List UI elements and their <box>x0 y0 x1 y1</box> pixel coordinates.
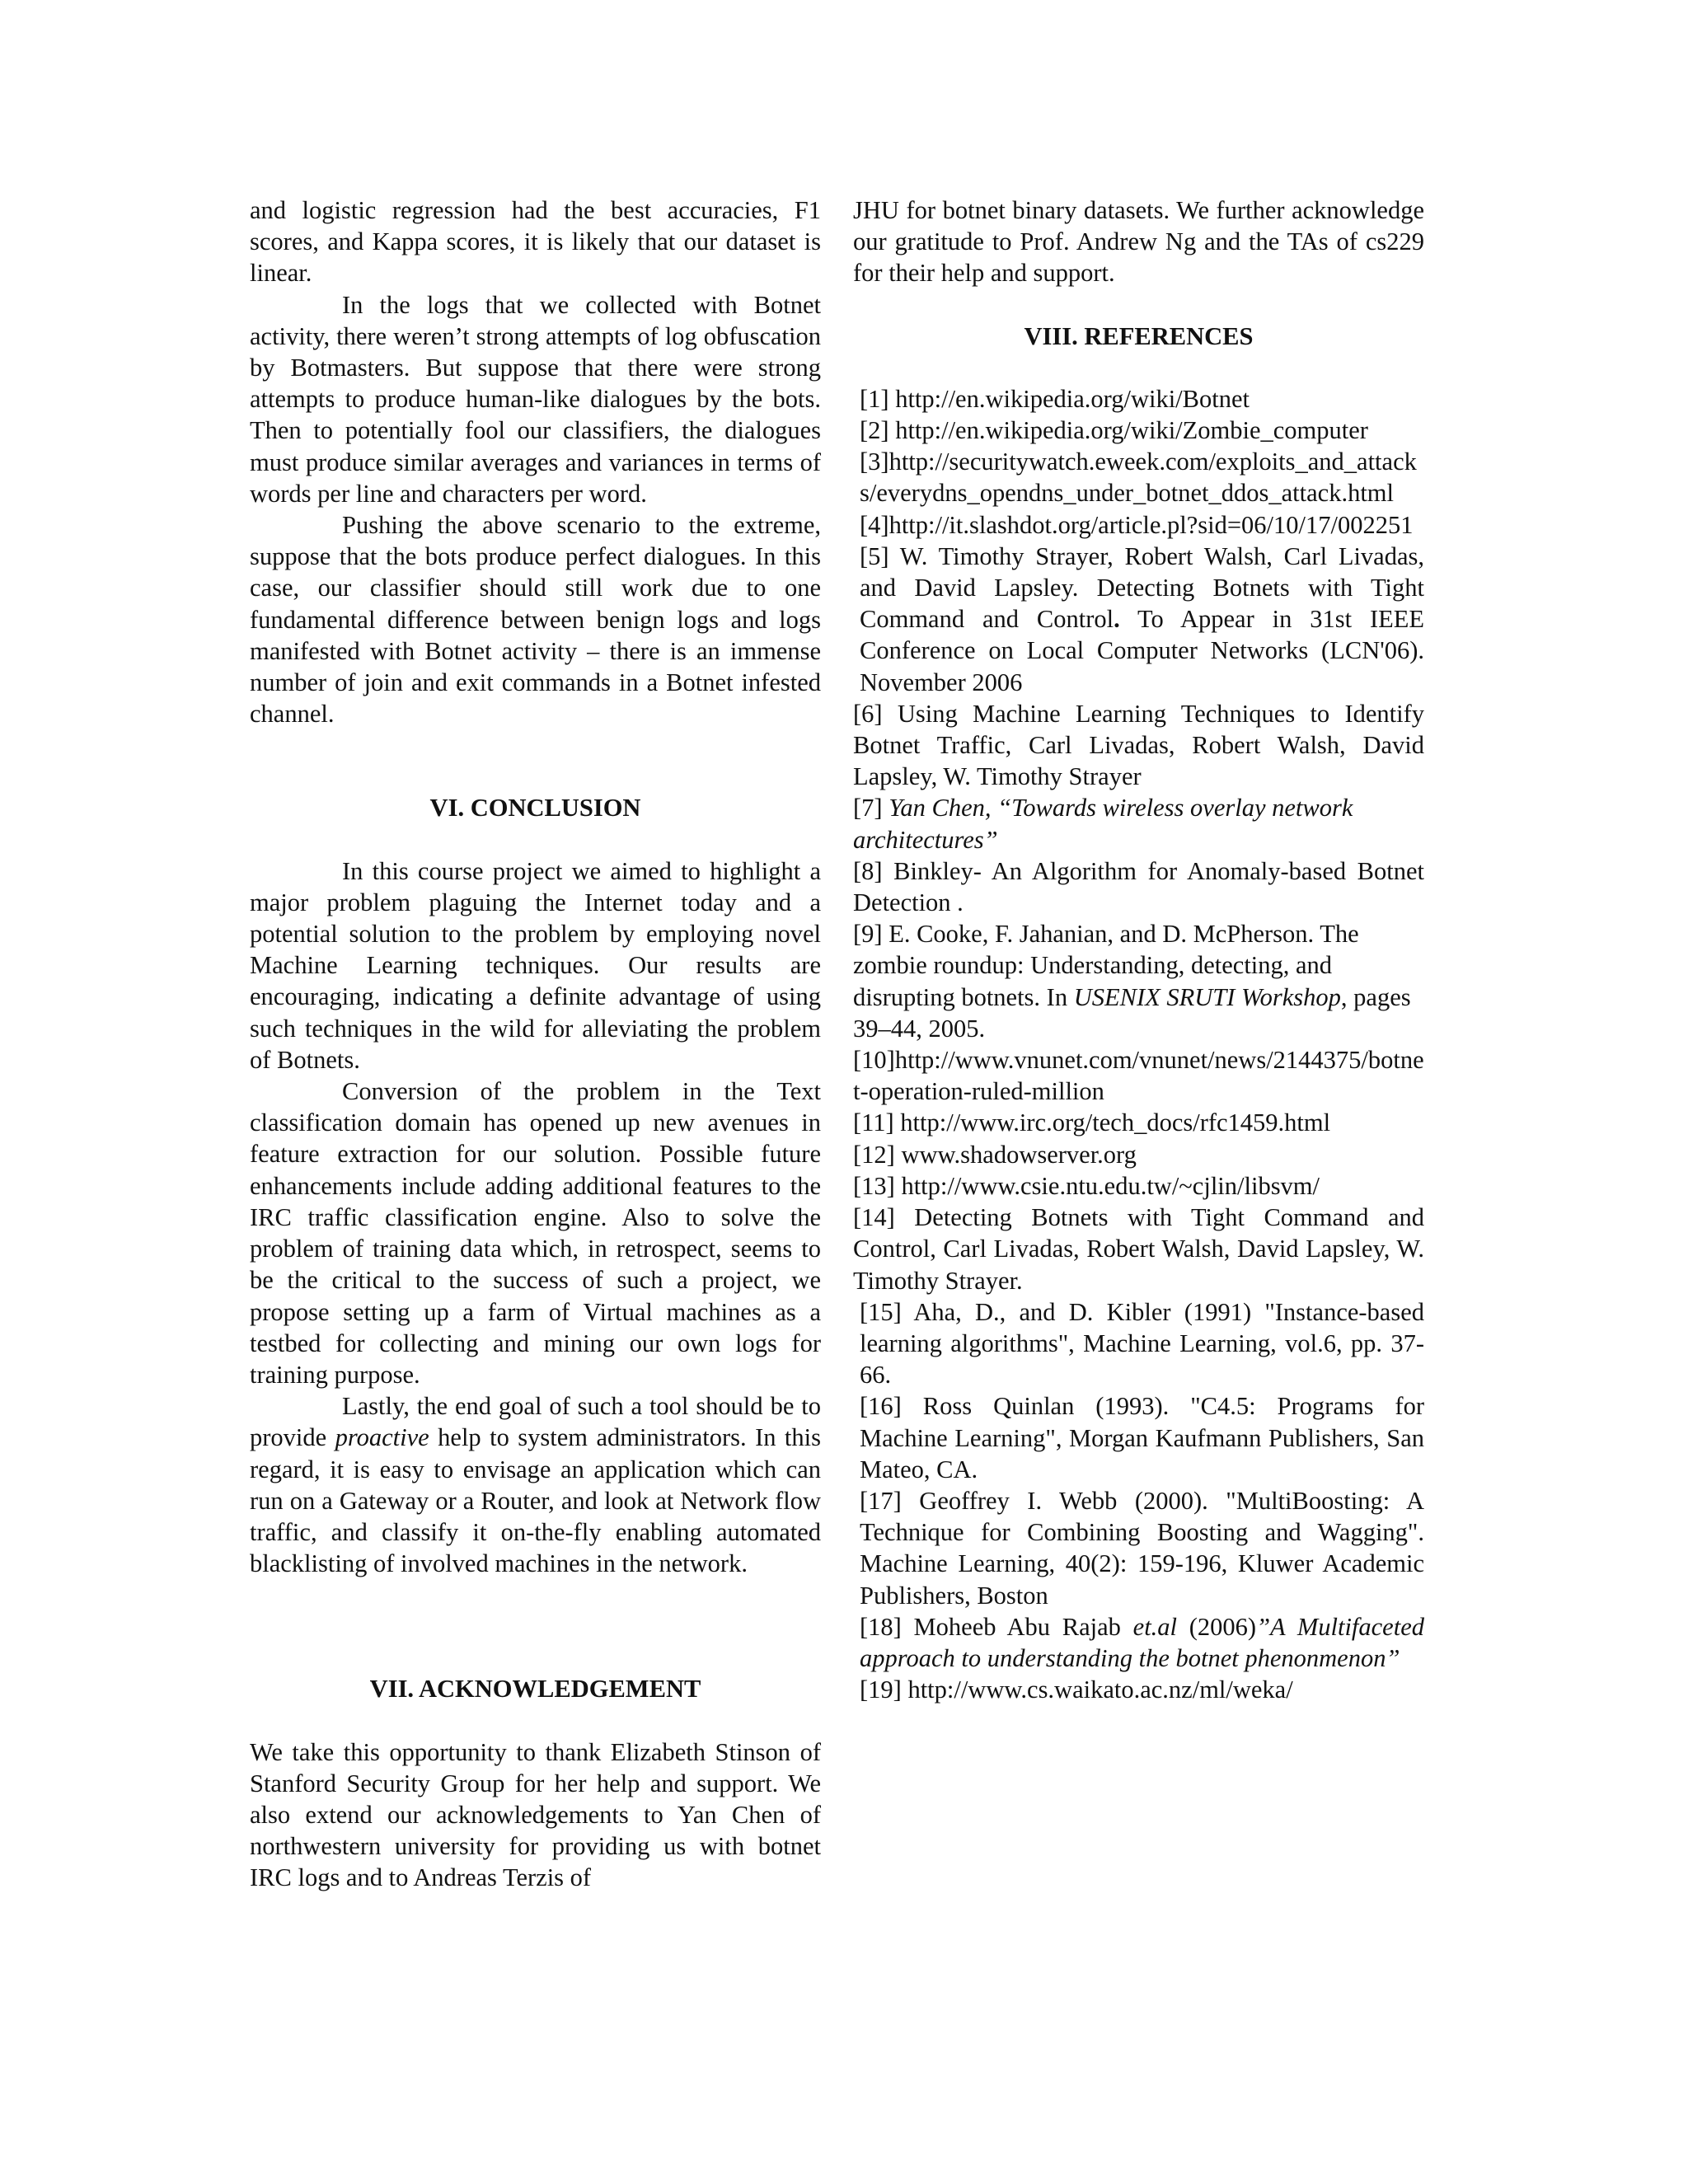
conclusion-paragraph-3 <box>250 1390 821 1579</box>
proactive-emphasis: proactive <box>335 1423 429 1452</box>
reference-5-text-a: [5] W. Timothy Strayer, Robert Walsh, Carl Livadas, and David Lapsley. Detecting Botnets with Tight Command and Control <box>860 541 1424 634</box>
acknowledgement-continued: JHU for botnet binary datasets. We further acknowledge our gratitude to Prof. Andrew Ng and the TAs of cs229 for their help and support. <box>853 196 1424 288</box>
reference-18-text-a: [18] Moheeb Abu Rajab <box>860 1612 1133 1641</box>
reference-5-text-b: To Appear in 31st IEEE Conference on Local Computer Networks (LCN'06). November 2006 <box>860 605 1424 696</box>
reference-6: [6] Using Machine Learning Techniques to Identify Botnet Traffic, Carl Livadas, Robert Walsh, David Lapsley, W. Timothy Strayer <box>853 699 1424 791</box>
reference-7-number: [7] <box>853 794 889 823</box>
references-heading: VIII. REFERENCES <box>1024 321 1254 350</box>
reference-4: [4]http://it.slashdot.org/article.pl?sid=06/10/17/002251 <box>860 510 1414 539</box>
reference-17: [17] Geoffrey I. Webb (2000). "MultiBoosting: A Technique for Combining Boosting and Wagging". Machine Learning, 40(2): 159-196, Kluwer Academic Publishers, Boston <box>860 1486 1424 1610</box>
reference-5-bold-period: . <box>1114 605 1120 634</box>
reference-10: [10]http://www.vnunet.com/vnunet/news/2144375/botnet-operation-ruled-million <box>853 1046 1424 1106</box>
conclusion-paragraph-2: Conversion of the problem in the Text classification domain has opened up new avenues in feature extraction for our solution. Possible future enhancements include adding additional features to the IRC traffic classification engine. Also to solve the problem of training data which, in retrospect, seems to be the critical to the success of such a project, we propose setting up a farm of Virtual machines as a testbed for collecting and mining our own logs for training purpose. <box>250 1077 821 1389</box>
conclusion-text-b: help to system administrators. In this regard, it is easy to envisage an application which can run on a Gateway or a Router, and look at Network flow traffic, and classify it on-the-fly enabling automated blacklisting of involved machines in the network. <box>250 1423 822 1578</box>
reference-7 <box>853 792 1424 855</box>
reference-8: [8] Binkley- An Algorithm for Anomaly-based Botnet Detection . <box>853 856 1424 917</box>
paragraph-log-obfuscation: In the logs that we collected with Botnet activity, there weren’t strong attempts of log obfuscation by Botmasters. But suppose that there were strong attempts to produce human-like dialogues by the bots. Then to potentially fool our classifiers, the dialogues must produce similar averages and variances in terms of words per line and characters per word. <box>250 290 821 508</box>
reference-5 <box>853 541 1424 698</box>
reference-18 <box>853 1611 1424 1674</box>
reference-18-year: (2006) <box>1177 1612 1257 1641</box>
reference-16: [16] Ross Quinlan (1993). "C4.5: Programs for Machine Learning", Morgan Kaufmann Publishers, San Mateo, CA. <box>860 1392 1424 1483</box>
reference-7-title: Yan Chen, “Towards wireless overlay network architectures” <box>853 794 1353 854</box>
reference-9-text-b: , pages 39–44, 2005. <box>853 982 1411 1043</box>
reference-18-etal: et.al <box>1132 1612 1178 1641</box>
paragraph-perfect-dialogues: Pushing the above scenario to the extreme, suppose that the bots produce perfect dialogues. In this case, our classifier should still work due to one fundamental difference between benign logs and logs manifested with Botnet activity – there is an immense number of join and exit commands in a Botnet infested channel. <box>250 511 821 729</box>
reference-19: [19] http://www.cs.waikato.ac.nz/ml/weka/ <box>860 1675 1293 1704</box>
conclusion-paragraph-1: In this course project we aimed to highlight a major problem plaguing the Internet today and a potential solution to the problem by employing novel Machine Learning techniques. Our results are encouraging, indicating a definite advantage of using such techniques in the wild for alleviating the problem of Botnets. <box>250 856 821 1074</box>
conclusion-heading: VI. CONCLUSION <box>429 794 641 823</box>
reference-18-title: ”A Multifaceted approach to understanding the botnet phenonmenon” <box>860 1612 1424 1672</box>
acknowledgement-paragraph: We take this opportunity to thank Elizabeth Stinson of Stanford Security Group for her help and support. We also extend our acknowledgements to Yan Chen of northwestern university for providing us with botnet IRC logs and to Andreas Terzis of <box>250 1737 821 1892</box>
reference-9-text-a: [9] E. Cooke, F. Jahanian, and D. McPherson. The zombie roundup: Understanding, detecting, and disrupting botnets. In <box>853 920 1359 1011</box>
reference-2: [2] http://en.wikipedia.org/wiki/Zombie_computer <box>860 416 1368 445</box>
reference-14: [14] Detecting Botnets with Tight Command and Control, Carl Livadas, Robert Walsh, David Lapsley, W. Timothy Strayer. <box>853 1203 1424 1295</box>
reference-3: [3]http://securitywatch.eweek.com/exploits_and_attacks/everydns_opendns_under_botnet_ddos_attack.html <box>860 448 1417 508</box>
reference-9-venue: USENIX SRUTI Workshop <box>1073 982 1341 1011</box>
left-column <box>250 194 821 1894</box>
reference-13: [13] http://www.csie.ntu.edu.tw/~cjlin/libsvm/ <box>853 1171 1320 1200</box>
reference-15: [15] Aha, D., and D. Kibler (1991) "Instance-based learning algorithms", Machine Learning, vol.6, pp. 37-66. <box>860 1297 1424 1390</box>
paragraph-linear-dataset: and logistic regression had the best accuracies, F1 scores, and Kappa scores, it is likely that our dataset is linear. <box>250 196 821 288</box>
reference-9 <box>853 918 1424 1044</box>
acknowledgement-heading: VII. ACKNOWLEDGEMENT <box>369 1675 701 1704</box>
reference-1: [1] http://en.wikipedia.org/wiki/Botnet <box>860 384 1250 413</box>
conclusion-text-a: Lastly, the end goal of such a tool should be to provide <box>250 1392 821 1452</box>
reference-11: [11] http://www.irc.org/tech_docs/rfc1459.html <box>853 1108 1331 1137</box>
reference-12: [12] www.shadowserver.org <box>853 1140 1137 1169</box>
right-column <box>853 194 1424 1705</box>
